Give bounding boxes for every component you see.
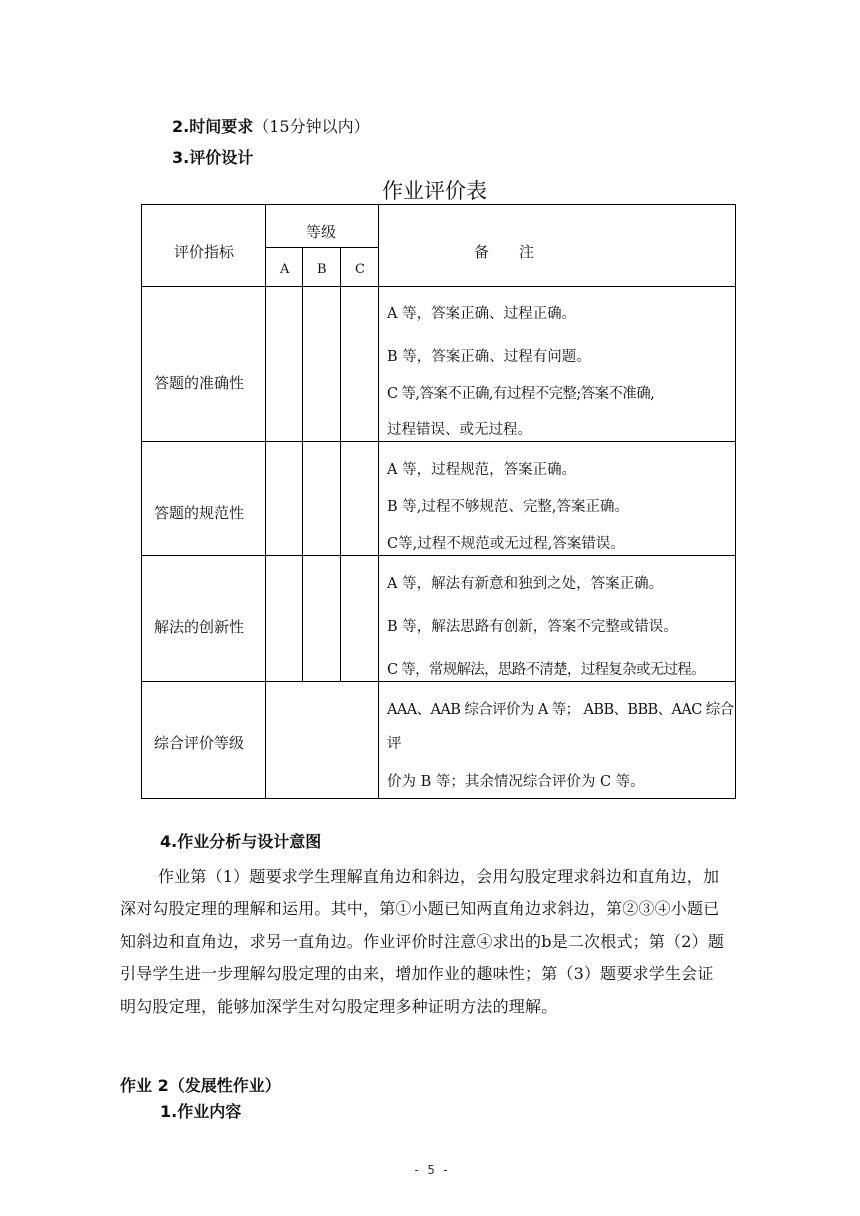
heading-time [172,114,370,137]
heading-hw2-detail: （发展性作业） [168,1076,281,1095]
row-label-innovation: 解法的创新性 [154,618,245,636]
col-divider [265,205,266,799]
row-divider [142,441,736,442]
header-grade-b: B [317,262,327,277]
row-label-accuracy: 答题的准确性 [154,374,245,392]
note-line: A 等，过程规范，答案正确。 [387,462,577,478]
row-label-standard: 答题的规范性 [154,504,245,522]
heading-time-title: 2.时间要求 [172,117,254,136]
note-line: C等,过程不规范或无过程,答案错误。 [387,536,625,552]
row-divider [142,555,736,556]
analysis-line: 明勾股定理，能够加深学生对勾股定理多种证明方法的理解。 [120,997,558,1016]
note-line: B 等,过程不够规范、完整,答案正确。 [387,499,629,515]
analysis-line: 引导学生进一步理解勾股定理的由来，增加作业的趣味性；第（3）题要求学生会证 [120,964,714,983]
heading-analysis: 4.作业分析与设计意图 [160,832,322,851]
note-line: 价为 B 等；其余情况综合评价为 C 等。 [387,774,645,790]
analysis-line: 作业第（1）题要求学生理解直角边和斜边，会用勾股定理求斜边和直角边，加 [158,867,720,886]
note-line: C 等，常规解法，思路不清楚，过程复杂或无过程。 [387,662,705,678]
heading-time-detail: （15分钟以内） [253,117,370,136]
header-notes: 备 注 [474,243,535,261]
note-line: A 等，解法有新意和独到之处，答案正确。 [387,576,664,592]
row-divider [265,247,378,248]
note-line: B 等，答案正确、过程有问题。 [387,349,591,365]
note-line: AAA、AAB 综合评价为 A 等； ABB、BBB、AAC 综合 [387,702,734,718]
heading-hw2 [120,1073,281,1096]
note-line: B 等，解法思路有创新，答案不完整或错误。 [387,619,678,635]
evaluation-table [141,204,736,799]
heading-eval: 3.评价设计 [172,148,254,167]
row-label-overall: 综合评价等级 [154,734,245,752]
header-grade: 等级 [306,223,337,241]
note-line: 过程错误、或无过程。 [387,422,532,438]
col-divider [378,205,379,799]
page-number: - 5 - [413,1163,450,1177]
row-divider [142,681,736,682]
note-line: A 等，答案正确、过程正确。 [387,306,577,322]
header-grade-a: A [280,262,290,277]
table-caption: 作业评价表 [382,179,487,203]
analysis-line: 深对勾股定理的理解和运用。其中，第①小题已知两直角边求斜边，第②③④小题已 [120,899,720,918]
note-line: C 等,答案不正确,有过程不完整;答案不准确, [387,386,655,402]
row-divider [142,286,736,287]
note-line: 评 [387,736,402,752]
header-grade-c: C [355,262,365,277]
heading-hw2-title: 作业 2 [120,1076,169,1095]
col-divider [302,247,303,681]
col-divider [340,247,341,681]
analysis-line: 知斜边和直角边，求另一直角边。作业评价时注意④求出的b是二次根式；第（2）题 [120,932,725,951]
heading-content: 1.作业内容 [160,1102,242,1121]
header-indicator: 评价指标 [174,243,235,261]
